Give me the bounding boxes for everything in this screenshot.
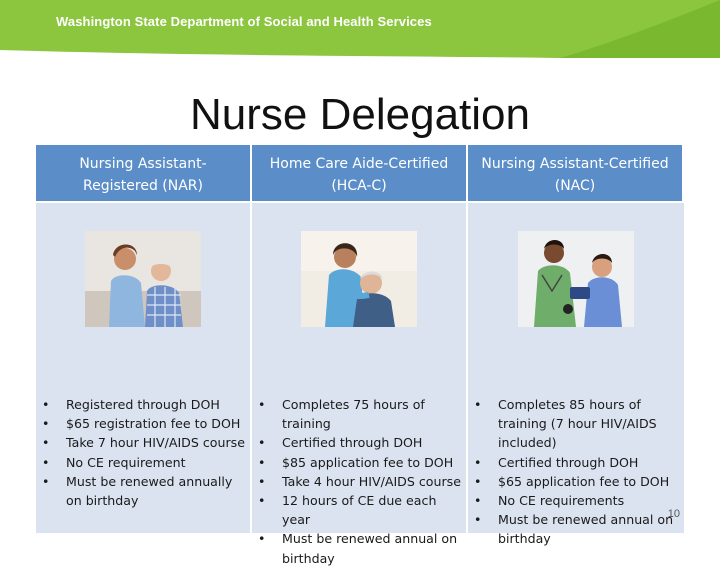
column-heading-line: (HCA-C)	[331, 178, 387, 194]
column-body-nac	[468, 203, 684, 547]
list-item: • Take 4 hour HIV/AIDS course	[252, 472, 462, 491]
column-heading-nar	[36, 145, 252, 203]
list-item: • $85 application fee to DOH	[252, 453, 462, 472]
nurse-assisting-elderly-man-photo	[85, 231, 201, 327]
bullet-list-nac	[468, 395, 680, 549]
list-item: • 12 hours of CE due each year	[252, 491, 462, 529]
list-item: • Certified through DOH	[252, 433, 462, 452]
header-curve-decoration	[0, 0, 720, 58]
column-heading-hca	[252, 145, 468, 203]
comparison-table	[36, 145, 684, 566]
list-item: • Completes 75 hours of training	[252, 395, 462, 433]
list-item: • No CE requirement	[36, 453, 246, 472]
nurse-taking-blood-pressure-photo	[518, 231, 634, 327]
list-item: • $65 registration fee to DOH	[36, 414, 246, 433]
list-item: • Certified through DOH	[468, 453, 680, 472]
header-band	[0, 0, 720, 58]
list-item: • No CE requirements	[468, 491, 680, 510]
list-item: • Must be renewed annually on birthday	[36, 472, 246, 510]
list-item: • Completes 85 hours of training (7 hour HIV/AIDS included)	[468, 395, 680, 453]
org-name: Washington State Department of Social and Health Services	[56, 14, 432, 29]
column-body-nar	[36, 203, 252, 533]
list-item: • $65 application fee to DOH	[468, 472, 680, 491]
list-item: • Must be renewed annual on birthday	[468, 510, 680, 548]
bullet-list-hca	[252, 395, 462, 568]
column-heading-line: Nursing Assistant-Certified	[481, 156, 669, 172]
column-heading-line: (NAC)	[554, 178, 596, 194]
list-item: • Registered through DOH	[36, 395, 246, 414]
page-number: 10	[667, 508, 680, 520]
column-heading-nac	[468, 145, 684, 203]
slide-title: Nurse Delegation	[190, 90, 530, 139]
list-item: • Must be renewed annual on birthday	[252, 529, 462, 567]
list-item: • Take 7 hour HIV/AIDS course	[36, 433, 246, 452]
column-heading-line: Nursing Assistant-	[79, 156, 207, 172]
column-body-hca	[252, 203, 468, 566]
caregiver-hugging-elderly-man-photo	[301, 231, 417, 327]
column-heading-line: Home Care Aide-Certified	[269, 156, 449, 172]
column-heading-line: Registered (NAR)	[83, 178, 203, 194]
bullet-list-nar	[36, 395, 246, 510]
